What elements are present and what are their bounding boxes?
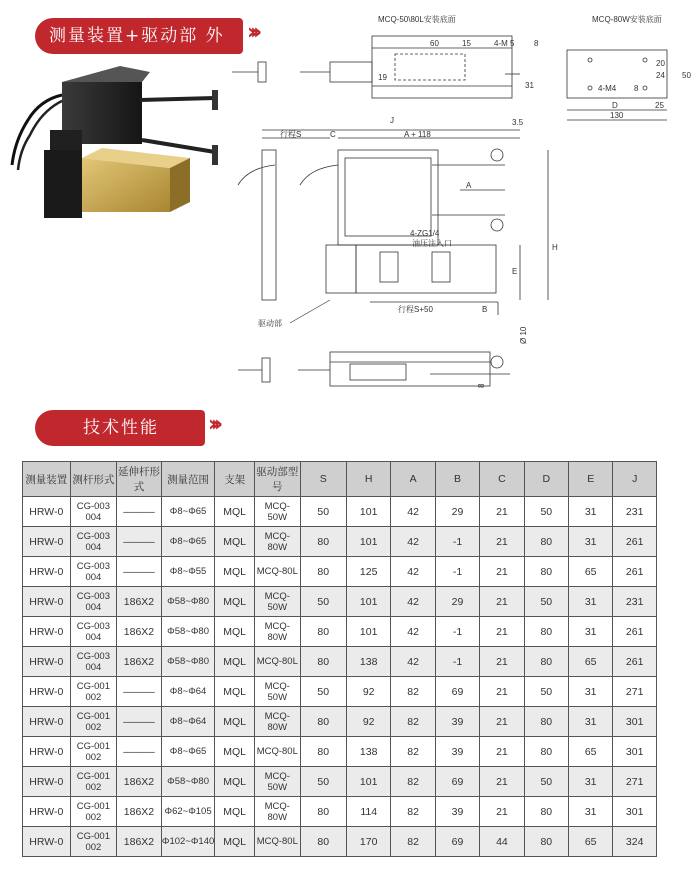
table-cell: HRW-0 <box>23 707 71 737</box>
label-4-zg1-4: 4-ZG1/4 <box>410 229 440 238</box>
table-cell: Φ8~Φ64 <box>161 707 214 737</box>
table-cell: ——— <box>117 557 162 587</box>
table-cell: MCQ-80W <box>254 707 300 737</box>
table-cell: 80 <box>524 617 568 647</box>
column-header: 测量装置 <box>23 462 71 497</box>
table-cell: 42 <box>391 527 435 557</box>
table-cell: CG-001 002 <box>70 737 116 767</box>
table-cell: 31 <box>569 587 613 617</box>
table-cell: 31 <box>569 527 613 557</box>
table-cell: 82 <box>391 707 435 737</box>
table-cell: ——— <box>117 707 162 737</box>
dim-A: A <box>466 181 472 190</box>
label-oil-inlet: 油压注入口 <box>412 239 452 248</box>
table-cell: 50 <box>300 677 346 707</box>
table-cell: MQL <box>215 497 255 527</box>
table-cell: 101 <box>346 617 391 647</box>
table-cell: 114 <box>346 797 391 827</box>
table-cell: Φ8~Φ65 <box>161 737 214 767</box>
table-cell: HRW-0 <box>23 497 71 527</box>
table-cell: MQL <box>215 737 255 767</box>
table-cell: 80 <box>300 557 346 587</box>
table-cell: ——— <box>117 737 162 767</box>
table-cell: 39 <box>435 707 479 737</box>
table-cell: 101 <box>346 767 391 797</box>
table-cell: 80 <box>300 797 346 827</box>
table-cell: 80 <box>300 737 346 767</box>
table-cell: -1 <box>435 617 479 647</box>
table-cell: 92 <box>346 707 391 737</box>
table-cell: MCQ-80L <box>254 647 300 677</box>
table-cell: 301 <box>613 707 657 737</box>
dim-8a: 8 <box>534 39 539 48</box>
table-cell: 42 <box>391 587 435 617</box>
column-header: B <box>435 462 479 497</box>
front-view <box>238 130 548 315</box>
table-cell: 39 <box>435 737 479 767</box>
dim-3-5: 3.5 <box>512 118 524 127</box>
column-header: H <box>346 462 391 497</box>
column-header: D <box>524 462 568 497</box>
column-header: A <box>391 462 435 497</box>
table-cell: 50 <box>300 497 346 527</box>
table-cell: 50 <box>524 767 568 797</box>
table-cell: 80 <box>524 527 568 557</box>
table-cell: MCQ-50W <box>254 767 300 797</box>
dim-phi-10: Ø 10 <box>519 326 528 344</box>
table-cell: 301 <box>613 737 657 767</box>
table-body <box>23 497 657 857</box>
table-cell: Φ58~Φ80 <box>161 587 214 617</box>
dim-C: C <box>330 130 336 139</box>
table-cell: 80 <box>300 647 346 677</box>
table-cell: CG-003 004 <box>70 617 116 647</box>
table-cell: 80 <box>524 647 568 677</box>
column-header: J <box>613 462 657 497</box>
table-cell: ——— <box>117 497 162 527</box>
table-cell: 101 <box>346 497 391 527</box>
table-row <box>23 617 657 647</box>
table-cell: 69 <box>435 827 479 857</box>
table-cell: 50 <box>524 497 568 527</box>
table-cell: MQL <box>215 557 255 587</box>
table-cell: CG-003 004 <box>70 647 116 677</box>
table-cell: 125 <box>346 557 391 587</box>
dim-25: 25 <box>655 101 664 110</box>
table-cell: 69 <box>435 677 479 707</box>
table-cell: 231 <box>613 587 657 617</box>
table-cell: -1 <box>435 527 479 557</box>
table-cell: MQL <box>215 647 255 677</box>
table-cell: 65 <box>569 737 613 767</box>
table-cell: 231 <box>613 497 657 527</box>
dim-60: 60 <box>430 39 439 48</box>
table-cell: 31 <box>569 617 613 647</box>
table-row <box>23 587 657 617</box>
column-header: 延伸杆形式 <box>117 462 162 497</box>
column-header: 驱动部型号 <box>254 462 300 497</box>
table-cell: 80 <box>300 827 346 857</box>
table-cell: 42 <box>391 497 435 527</box>
table-row <box>23 557 657 587</box>
dim-31: 31 <box>525 81 534 90</box>
table-cell: 261 <box>613 647 657 677</box>
table-cell: 31 <box>569 677 613 707</box>
table-cell: 82 <box>391 677 435 707</box>
column-header: 支架 <box>215 462 255 497</box>
dim-B: B <box>482 305 488 314</box>
table-cell: 21 <box>480 557 524 587</box>
table-cell: 101 <box>346 587 391 617</box>
table-cell: 138 <box>346 737 391 767</box>
table-cell: MQL <box>215 767 255 797</box>
table-cell: Φ8~Φ55 <box>161 557 214 587</box>
dim-50: 50 <box>682 71 691 80</box>
dim-15: 15 <box>462 39 471 48</box>
table-header-row <box>23 462 657 497</box>
table-cell: -1 <box>435 557 479 587</box>
dim-stroke-S-plus-50: 行程S+50 <box>398 305 433 314</box>
table-cell: 101 <box>346 527 391 557</box>
table-row <box>23 827 657 857</box>
table-cell: MCQ-50W <box>254 587 300 617</box>
table-cell: 50 <box>300 587 346 617</box>
table-cell: -1 <box>435 647 479 677</box>
table-cell: 92 <box>346 677 391 707</box>
label-mcq50-base: MCQ-50\80L安装底面 <box>378 15 456 24</box>
table-cell: HRW-0 <box>23 677 71 707</box>
bottom-view <box>238 352 510 386</box>
dim-A-plus-118: A + 118 <box>404 130 431 139</box>
table-cell: 65 <box>569 647 613 677</box>
table-cell: 261 <box>613 617 657 647</box>
column-header: 测量范围 <box>161 462 214 497</box>
dim-4-m4: 4-M4 <box>598 84 617 93</box>
table-cell: CG-003 004 <box>70 497 116 527</box>
table-cell: Φ62~Φ105 <box>161 797 214 827</box>
table-cell: Φ8~Φ65 <box>161 527 214 557</box>
table-cell: 31 <box>569 497 613 527</box>
table-cell: MQL <box>215 797 255 827</box>
table-cell: MCQ-80L <box>254 737 300 767</box>
table-cell: 82 <box>391 797 435 827</box>
table-cell: 31 <box>569 797 613 827</box>
table-cell: Φ102~Φ140 <box>161 827 214 857</box>
dim-4-m5: 4-M 5 <box>494 39 515 48</box>
column-header: 测杆形式 <box>70 462 116 497</box>
table-row <box>23 677 657 707</box>
table-cell: CG-001 002 <box>70 707 116 737</box>
section-title-specs: 技术性能 <box>83 418 159 438</box>
table-cell: Φ58~Φ80 <box>161 647 214 677</box>
table-cell: 65 <box>569 827 613 857</box>
table-cell: MCQ-80W <box>254 797 300 827</box>
table-cell: 50 <box>524 587 568 617</box>
table-cell: MCQ-50W <box>254 497 300 527</box>
table-cell: 29 <box>435 497 479 527</box>
table-cell: 271 <box>613 767 657 797</box>
table-cell: CG-003 004 <box>70 527 116 557</box>
table-row <box>23 707 657 737</box>
table-cell: HRW-0 <box>23 647 71 677</box>
table-cell: CG-003 004 <box>70 587 116 617</box>
dim-8b: 8 <box>634 84 639 93</box>
section-banner-specs <box>35 410 205 446</box>
table-cell: CG-001 002 <box>70 677 116 707</box>
dim-130: 130 <box>610 111 624 120</box>
table-cell: 186X2 <box>117 797 162 827</box>
table-cell: 42 <box>391 557 435 587</box>
table-cell: HRW-0 <box>23 587 71 617</box>
table-cell: 80 <box>524 827 568 857</box>
table-cell: 186X2 <box>117 647 162 677</box>
table-cell: 21 <box>480 527 524 557</box>
table-cell: HRW-0 <box>23 797 71 827</box>
table-cell: HRW-0 <box>23 827 71 857</box>
table-cell: 82 <box>391 767 435 797</box>
table-cell: 80 <box>524 737 568 767</box>
table-cell: 186X2 <box>117 767 162 797</box>
chevron-right-icon: ››› <box>247 20 257 45</box>
table-cell: 50 <box>524 677 568 707</box>
table-cell: Φ8~Φ64 <box>161 677 214 707</box>
table-cell: 31 <box>569 767 613 797</box>
table-row <box>23 647 657 677</box>
table-cell: 42 <box>391 617 435 647</box>
table-cell: 271 <box>613 677 657 707</box>
table-cell: 65 <box>569 557 613 587</box>
dim-20: 20 <box>656 59 665 68</box>
table-cell: 301 <box>613 797 657 827</box>
table-cell: MCQ-80L <box>254 557 300 587</box>
table-cell: 324 <box>613 827 657 857</box>
table-row <box>23 527 657 557</box>
table-cell: 80 <box>300 707 346 737</box>
table-cell: HRW-0 <box>23 767 71 797</box>
table-cell: HRW-0 <box>23 617 71 647</box>
table-cell: 21 <box>480 617 524 647</box>
table-cell: MCQ-80L <box>254 827 300 857</box>
table-cell: 42 <box>391 647 435 677</box>
table-cell: 186X2 <box>117 617 162 647</box>
table-cell: 82 <box>391 827 435 857</box>
table-cell: 21 <box>480 797 524 827</box>
table-cell: HRW-0 <box>23 527 71 557</box>
table-cell: MQL <box>215 587 255 617</box>
table-cell: 138 <box>346 647 391 677</box>
table-cell: CG-001 002 <box>70 767 116 797</box>
label-mcq80-base: MCQ-80W安装底面 <box>592 15 662 24</box>
table-cell: 21 <box>480 737 524 767</box>
dim-D: D <box>612 101 618 110</box>
table-cell: Φ58~Φ80 <box>161 767 214 797</box>
table-cell: CG-001 002 <box>70 827 116 857</box>
table-cell: 21 <box>480 587 524 617</box>
table-cell: Φ58~Φ80 <box>161 617 214 647</box>
column-header: E <box>569 462 613 497</box>
dim-8c: 8 <box>477 383 486 388</box>
technical-drawing <box>0 0 700 440</box>
table-cell: MCQ-80W <box>254 527 300 557</box>
dim-E: E <box>512 267 518 276</box>
table-cell: ——— <box>117 527 162 557</box>
dim-19: 19 <box>378 73 387 82</box>
table-cell: 69 <box>435 767 479 797</box>
dim-stroke-S: 行程S <box>280 130 302 139</box>
product-photo <box>12 66 218 218</box>
table-cell: MQL <box>215 827 255 857</box>
table-row <box>23 797 657 827</box>
table-cell: Φ8~Φ65 <box>161 497 214 527</box>
table-cell: 186X2 <box>117 587 162 617</box>
table-cell: 29 <box>435 587 479 617</box>
column-header: C <box>480 462 524 497</box>
table-cell: 21 <box>480 707 524 737</box>
table-cell: CG-003 004 <box>70 557 116 587</box>
table-cell: 186X2 <box>117 827 162 857</box>
dim-24: 24 <box>656 71 665 80</box>
table-cell: CG-001 002 <box>70 797 116 827</box>
table-cell: 80 <box>524 797 568 827</box>
table-cell: HRW-0 <box>23 737 71 767</box>
table-cell: ——— <box>117 677 162 707</box>
table-cell: 80 <box>524 557 568 587</box>
table-cell: 80 <box>300 527 346 557</box>
table-cell: 80 <box>524 707 568 737</box>
chevron-right-icon: ››› <box>208 412 218 437</box>
table-cell: 170 <box>346 827 391 857</box>
side-view-small <box>232 36 520 98</box>
table-row <box>23 737 657 767</box>
section-title-appearance: 测量装置+驱动部 外观 <box>49 26 225 82</box>
table-row <box>23 497 657 527</box>
table-row <box>23 767 657 797</box>
table-cell: 80 <box>300 617 346 647</box>
table-cell: MQL <box>215 617 255 647</box>
table-cell: HRW-0 <box>23 557 71 587</box>
column-header: S <box>300 462 346 497</box>
table-cell: 261 <box>613 527 657 557</box>
table-cell: 82 <box>391 737 435 767</box>
dim-J: J <box>390 116 394 125</box>
spec-table <box>22 461 657 857</box>
table-cell: 39 <box>435 797 479 827</box>
label-drive-unit: 驱动部 <box>258 319 282 328</box>
table-cell: 21 <box>480 647 524 677</box>
table-cell: 21 <box>480 677 524 707</box>
table-cell: MCQ-50W <box>254 677 300 707</box>
table-cell: 261 <box>613 557 657 587</box>
table-cell: 21 <box>480 767 524 797</box>
table-cell: 21 <box>480 497 524 527</box>
table-cell: MQL <box>215 677 255 707</box>
table-cell: 44 <box>480 827 524 857</box>
table-cell: MQL <box>215 527 255 557</box>
table-cell: 50 <box>300 767 346 797</box>
table-cell: MQL <box>215 707 255 737</box>
dim-H: H <box>552 243 558 252</box>
table-cell: 31 <box>569 707 613 737</box>
table-cell: MCQ-80W <box>254 617 300 647</box>
